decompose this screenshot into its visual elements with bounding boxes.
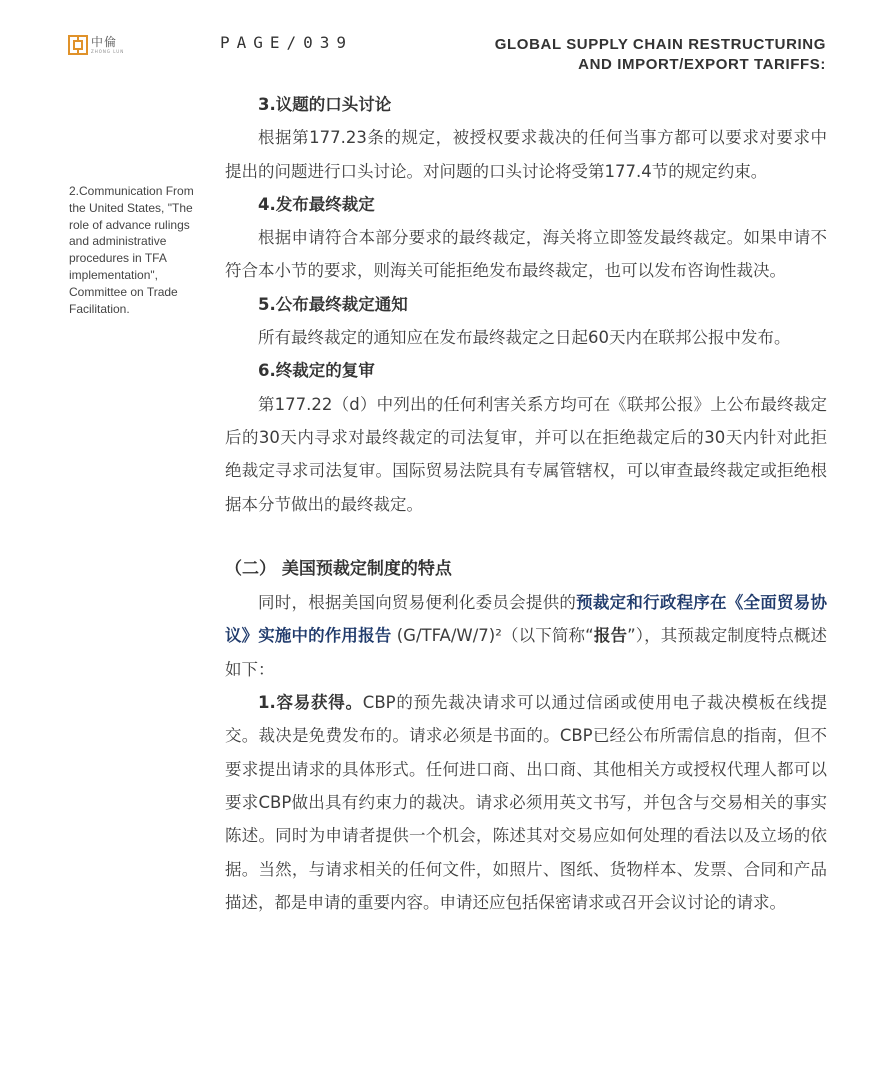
footnote-sidenote: 2.Communication From the United States, "The role of advance rulings and administrative procedures in TFA implementation", Committee on Trade Facilitation. <box>69 184 194 316</box>
page-number: PAGE/039 <box>220 33 354 52</box>
report-title-link: 预裁定和行政程序在《全面贸易协议》实施中的作用报告 <box>225 593 828 646</box>
zhonglun-logo-icon <box>68 35 88 55</box>
part-2-intro <box>225 586 827 686</box>
header-title <box>495 35 826 75</box>
main-content <box>225 88 827 919</box>
part-2-intro-a: 同时，根据美国向贸易便利化委员会提供的 <box>258 593 577 613</box>
section-4-body: 根据申请符合本部分要求的最终裁定，海关将立即签发最终裁定。如果申请不符合本小节的要求，则海关可能拒绝发布最终裁定，也可以发布咨询性裁决。 <box>225 228 827 281</box>
section-5-heading: 5.公布最终裁定通知 <box>258 294 408 314</box>
section-5-body: 所有最终裁定的通知应在发布最终裁定之日起60天内在联邦公报中发布。 <box>258 328 791 348</box>
part-2-intro-c: ”），其预裁定制度特点概述如下： <box>225 626 827 679</box>
logo-english-name: ZHONG LUN <box>91 49 125 54</box>
section-3-body: 根据第177.23条的规定，被授权要求裁决的任何当事方都可以要求对要求中提出的问题进行口头讨论。对问题的口头讨论将受第177.4节的规定约束。 <box>225 128 827 181</box>
item-1-paragraph <box>225 686 827 919</box>
part-2-intro-b: (G/TFA/W/7)²（以下简称“ <box>391 626 594 646</box>
part-2-heading: （二） 美国预裁定制度的特点 <box>225 558 452 579</box>
header-title-line-1: GLOBAL SUPPLY CHAIN RESTRUCTURING <box>494 36 826 53</box>
header-title-line-2: AND IMPORT/EXPORT TARIFFS: <box>578 56 826 73</box>
report-short-name: 报告 <box>593 626 628 646</box>
logo-chinese-name: 中倫 <box>91 35 118 49</box>
item-1-body: CBP的预先裁决请求可以通过信函或使用电子裁决模板在线提交。裁决是免费发布的。请求必须是书面的。CBP已经公布所需信息的指南，但不要求提出请求的具体形式。任何进口商、出口商、其他相关方或授权代理人都可以要求CBP做出具有约束力的裁决。请求必须用英文书写，并包含与交易相关的事实陈述。同时为申请者提供一个机会，陈述其对交易应如何处理的看法以及立场的依据。当然，与请求相关的任何文件，如照片、图纸、货物样本、发票、合同和产品描述，都是申请的重要内容。申请还应包括保密请求或召开会议讨论的请求。 <box>225 693 828 912</box>
section-4-heading: 4.发布最终裁定 <box>258 194 375 214</box>
section-6-heading: 6.终裁定的复审 <box>258 361 375 381</box>
item-1-label: 1.容易获得。 <box>258 693 363 713</box>
zhonglun-logo <box>68 35 124 55</box>
section-6-body: 第177.22（d）中列出的任何利害关系方均可在《联邦公报》上公布最终裁定后的30天内寻求对最终裁定的司法复审，并可以在拒绝裁定后的30天内针对此拒绝裁定寻求司法复审。国际贸易法院具有专属管辖权，可以审查最终裁定或拒绝根据本分节做出的最终裁定。 <box>225 394 827 514</box>
section-3-heading: 3.议题的口头讨论 <box>258 95 392 114</box>
